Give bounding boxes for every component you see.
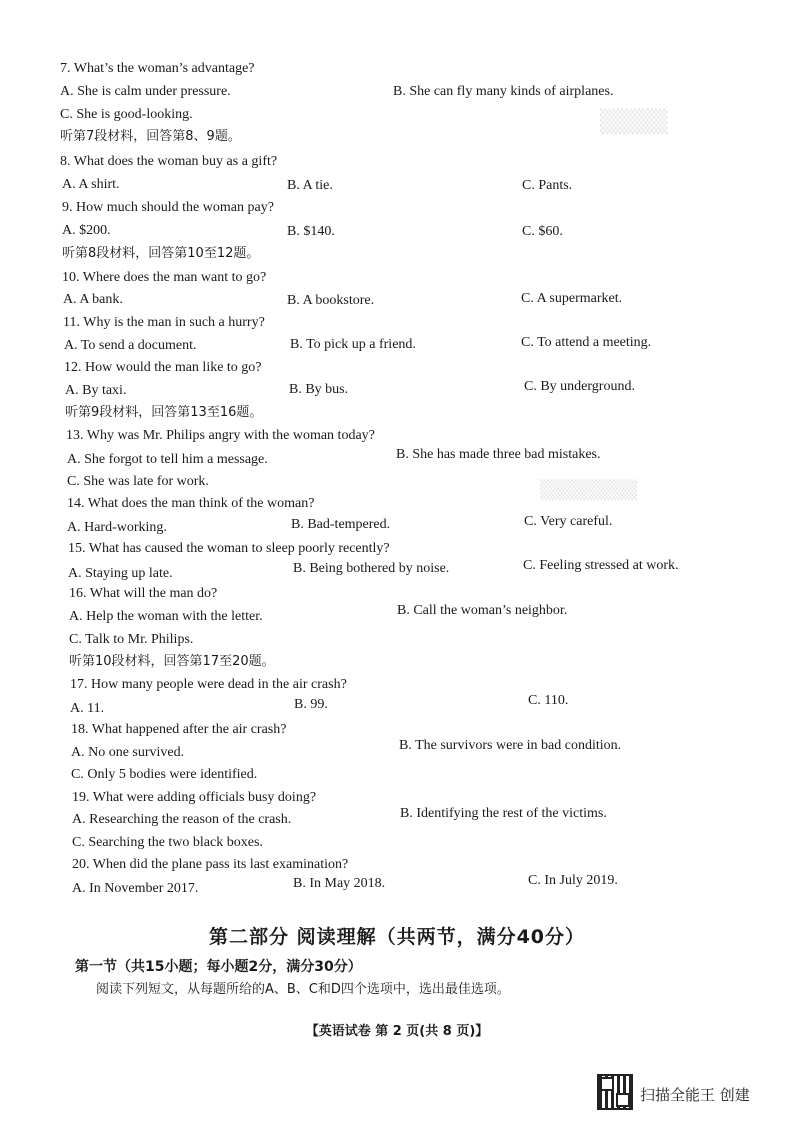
question-20-option-a: A. In November 2017. [72,881,199,896]
direction-segment-8: 听第8段材料，回答第10至12题。 [62,246,260,261]
question-10-option-a: A. A bank. [63,292,123,307]
question-9-option-c: C. $60. [522,224,563,239]
question-12-stem: 12. How would the man like to go? [64,360,262,375]
direction-segment-9: 听第9段材料，回答第13至16题。 [65,405,263,420]
question-16-option-c: C. Talk to Mr. Philips. [69,632,194,647]
question-11-option-b: B. To pick up a friend. [290,337,416,352]
question-19-option-a: A. Researching the reason of the crash. [72,812,292,827]
question-14-stem: 14. What does the man think of the woman? [67,496,315,511]
question-14-option-a: A. Hard-working. [67,520,167,535]
question-17-option-b: B. 99. [294,697,328,712]
question-12-option-b: B. By bus. [289,382,349,397]
question-20-option-b: B. In May 2018. [293,876,386,891]
question-16-option-a: A. Help the woman with the letter. [69,609,263,624]
question-10-stem: 10. Where does the man want to go? [62,270,267,285]
question-15-option-a: A. Staying up late. [68,566,173,581]
question-18-option-c: C. Only 5 bodies were identified. [71,767,258,782]
page-footer: 【英语试卷 第 2 页(共 8 页)】 [305,1024,489,1039]
question-19-option-b: B. Identifying the rest of the victims. [400,806,607,821]
question-16-stem: 16. What will the man do? [69,586,218,601]
question-12-option-a: A. By taxi. [65,383,127,398]
direction-segment-7: 听第7段材料，回答第8、9题。 [60,129,241,144]
question-20-option-c: C. In July 2019. [528,873,618,888]
question-13-option-a: A. She forgot to tell him a message. [67,452,268,467]
question-19-stem: 19. What were adding officials busy doing? [72,790,317,805]
question-7-option-b: B. She can fly many kinds of airplanes. [393,84,614,99]
question-11-option-c: C. To attend a meeting. [521,335,652,350]
question-19-option-c: C. Searching the two black boxes. [72,835,263,850]
question-18-stem: 18. What happened after the air crash? [71,722,287,737]
question-9-stem: 9. How much should the woman pay? [62,200,274,215]
question-20-stem: 20. When did the plane pass its last examination? [72,857,349,872]
qr-code-icon [597,1074,633,1110]
question-8-option-c: C. Pants. [522,178,573,193]
question-18-option-b: B. The survivors were in bad condition. [399,738,622,753]
question-13-stem: 13. Why was Mr. Philips angry with the woman today? [66,428,375,443]
bleed-through-mark: ▒▒▒▒▒▒▒ [540,480,637,501]
question-13-option-b: B. She has made three bad mistakes. [396,447,601,462]
question-13-option-c: C. She was late for work. [67,474,209,489]
question-8-option-b: B. A tie. [287,178,333,193]
question-14-option-b: B. Bad-tempered. [291,517,391,532]
question-15-option-c: C. Feeling stressed at work. [523,558,679,573]
direction-segment-10: 听第10段材料，回答第17至20题。 [69,654,275,669]
question-9-option-a: A. $200. [62,223,111,238]
question-16-option-b: B. Call the woman’s neighbor. [397,603,568,618]
part-2-instruction: 阅读下列短文，从每题所给的A、B、C和D四个选项中，选出最佳选项。 [96,982,510,997]
question-11-option-a: A. To send a document. [64,338,197,353]
question-9-option-b: B. $140. [287,224,335,239]
question-15-option-b: B. Being bothered by noise. [293,561,450,576]
part-2-title: 第二部分 阅读理解（共两节，满分40分） [208,926,586,948]
question-11-stem: 11. Why is the man in such a hurry? [63,315,265,330]
question-15-stem: 15. What has caused the woman to sleep poorly recently? [68,541,390,556]
part-2-section-1-header: 第一节（共15小题；每小题2分，满分30分） [75,959,362,975]
question-10-option-c: C. A supermarket. [521,291,623,306]
bleed-through-mark: ▒▒▒▒ [600,110,668,135]
question-17-option-c: C. 110. [528,693,569,708]
question-7-option-a: A. She is calm under pressure. [60,84,231,99]
question-10-option-b: B. A bookstore. [287,293,375,308]
question-12-option-c: C. By underground. [524,379,635,394]
question-7-option-c: C. She is good-looking. [60,107,193,122]
question-8-option-a: A. A shirt. [62,177,120,192]
question-17-stem: 17. How many people were dead in the air crash? [70,677,347,692]
question-17-option-a: A. 11. [70,701,105,716]
question-14-option-c: C. Very careful. [524,514,613,529]
scanner-watermark: 扫描全能王 创建 [640,1086,750,1104]
question-8-stem: 8. What does the woman buy as a gift? [60,154,278,169]
question-18-option-a: A. No one survived. [71,745,185,760]
question-7-stem: 7. What’s the woman’s advantage? [60,61,255,76]
